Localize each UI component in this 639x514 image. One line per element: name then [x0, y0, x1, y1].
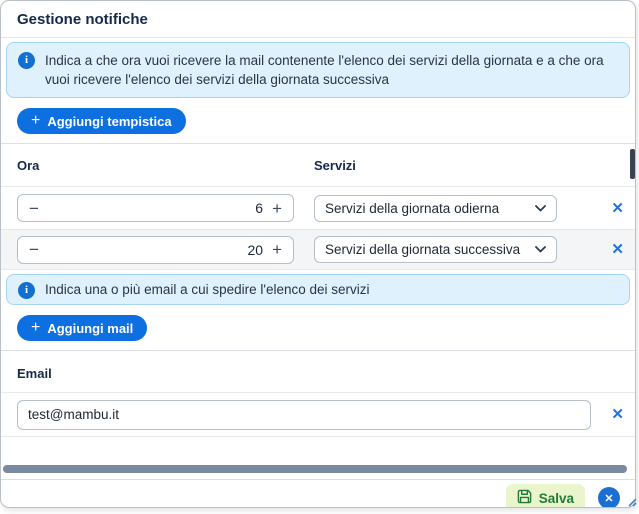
minus-icon[interactable]: − [29, 198, 39, 218]
plus-icon: + [31, 319, 41, 336]
servizi-select-value: Servizi della giornata successiva [325, 242, 521, 257]
horizontal-scrollbar[interactable] [3, 465, 627, 473]
remove-email-icon[interactable]: ✕ [611, 406, 624, 423]
chevron-down-icon [535, 246, 546, 253]
email-info-text: Indica una o più email a cui spedire l'elenco dei servizi [45, 282, 370, 297]
email-field[interactable] [17, 400, 591, 430]
plus-icon[interactable]: + [272, 240, 282, 259]
remove-row-icon[interactable]: ✕ [611, 241, 624, 258]
save-label: Salva [538, 490, 574, 506]
email-section-header: Email [1, 351, 635, 393]
email-row [1, 393, 635, 437]
table-row [1, 230, 635, 270]
servizi-select-value: Servizi della giornata odierna [325, 200, 500, 216]
timing-info-banner [6, 42, 630, 98]
dialog-footer [1, 479, 635, 508]
save-icon [517, 489, 532, 507]
remove-row-icon[interactable]: ✕ [611, 199, 624, 217]
minus-icon[interactable]: − [29, 240, 39, 259]
table-row [1, 187, 635, 230]
ora-value-input[interactable] [39, 200, 272, 216]
timing-table-header [1, 144, 635, 187]
column-header-servizi: Servizi [314, 157, 356, 173]
column-header-ora: Ora [17, 157, 40, 173]
add-mail-button[interactable] [17, 315, 147, 341]
ora-value-input[interactable] [39, 242, 272, 258]
timing-info-text: Indica a che ora vuoi ricevere la mail contenente l'elenco dei servizi della giornata e a che ora vuoi ricevere l'elenco dei servizi della giornata successiva [45, 53, 604, 87]
email-info-banner [6, 274, 630, 305]
chevron-down-icon [535, 205, 546, 212]
plus-icon: + [31, 112, 41, 129]
save-button[interactable] [506, 484, 585, 508]
dialog-title: Gestione notifiche [17, 11, 148, 28]
ora-stepper[interactable] [17, 194, 294, 222]
servizi-select[interactable] [314, 195, 557, 222]
add-timing-button[interactable] [17, 108, 186, 134]
empty-space [1, 437, 635, 465]
dialog-header [1, 1, 635, 38]
vertical-scrollbar-thumb[interactable] [630, 149, 635, 179]
plus-icon[interactable]: + [272, 198, 282, 218]
info-icon: i [18, 282, 35, 299]
servizi-select[interactable] [314, 236, 557, 263]
resize-handle[interactable] [625, 494, 637, 512]
info-icon: i [18, 52, 35, 69]
add-timing-label: Aggiungi tempistica [47, 113, 172, 129]
add-mail-label: Aggiungi mail [47, 320, 134, 336]
close-dialog-button[interactable]: ✕ [598, 487, 620, 508]
ora-stepper[interactable] [17, 236, 294, 264]
